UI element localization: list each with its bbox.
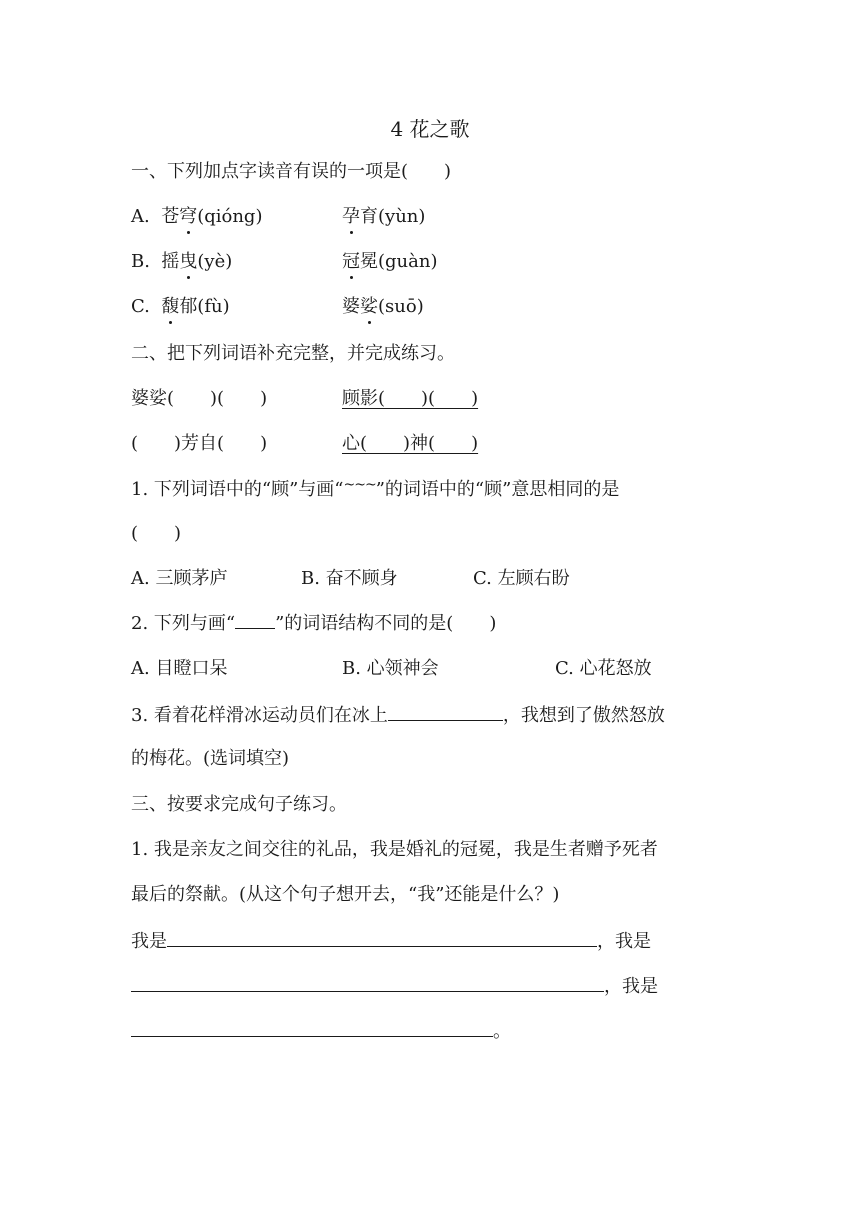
q3-fill-line3: 。 [131, 1018, 511, 1044]
q3-sub1-line2: 最后的祭献。(从这个句子想开去，“我”还能是什么？) [131, 884, 560, 905]
answer-blank[interactable] [167, 928, 597, 947]
q1-option-a-word1: A. 苍穹(qióng) [131, 206, 263, 227]
q1-option-b-word2: 冠冕(guàn) [342, 251, 438, 272]
answer-blank[interactable] [131, 973, 604, 992]
option-label: C. [131, 296, 150, 317]
q3-fill-line1: 我是 ，我是 [131, 928, 651, 954]
q2-word-row2-left: ( )芳自( ) [131, 433, 268, 454]
q2-sub2-option-b: B. 心领神会 [342, 658, 439, 679]
q1-option-a-word2: 孕育(yùn) [342, 206, 426, 227]
dotted-char: 孕 [342, 206, 360, 227]
q2-sub1-option-c: C. 左顾右盼 [473, 568, 570, 589]
dotted-char: 曳 [179, 251, 198, 272]
q1-option-b-word1: B. 摇曳(yè) [131, 251, 233, 272]
q2-sub2-line: 2. 下列与画“ ”的词语结构不同的是( ) [131, 613, 497, 634]
dotted-char: 冠 [342, 251, 360, 272]
q2-sub3-line2: 的梅花。(选词填空) [131, 748, 290, 769]
wavy-line-mark: ~~~ [343, 477, 376, 493]
dotted-char: 馥 [161, 296, 180, 317]
q3-sub1-line1: 1. 我是亲友之间交往的礼品，我是婚礼的冠冕，我是生者赠予死者 [131, 839, 658, 860]
option-label: B. [131, 251, 150, 272]
q2-sub3-line1: 3. 看着花样滑冰运动员们在冰上 ，我想到了傲然怒放 [131, 702, 665, 728]
q2-sub1-line1: 1. 下列词语中的“顾”与画“~~~”的词语中的“顾”意思相同的是 [131, 477, 620, 500]
dotted-char: 穹 [179, 206, 198, 227]
q2-sub1-line2: ( ) [131, 523, 182, 544]
page-title: 4 花之歌 [390, 117, 470, 141]
q2-sub1-option-a: A. 三顾茅庐 [131, 568, 228, 589]
q1-heading: 一、下列加点字读音有误的一项是( ) [131, 161, 452, 182]
underline-mark [235, 614, 275, 629]
q2-word-row1-right: 顾影( )( ) [342, 388, 479, 409]
q1-option-c-word1: C. 馥郁(fù) [131, 296, 230, 317]
q3-fill-line2: ，我是 [131, 973, 658, 999]
q2-heading: 二、把下列词语补充完整，并完成练习。 [131, 343, 455, 364]
answer-blank[interactable] [388, 702, 503, 721]
q1-option-c-word2: 婆娑(suō) [342, 296, 424, 317]
option-label: A. [131, 206, 150, 227]
q2-sub1-option-b: B. 奋不顾身 [301, 568, 398, 589]
q2-word-row2-right: 心( )神( ) [342, 433, 479, 454]
q2-sub2-option-a: A. 目瞪口呆 [131, 658, 228, 679]
answer-blank[interactable] [131, 1018, 493, 1037]
q2-sub2-option-c: C. 心花怒放 [555, 658, 652, 679]
q3-heading: 三、按要求完成句子练习。 [131, 794, 347, 815]
q2-word-row1-left: 婆娑( )( ) [131, 388, 268, 409]
dotted-char: 娑 [360, 296, 378, 317]
